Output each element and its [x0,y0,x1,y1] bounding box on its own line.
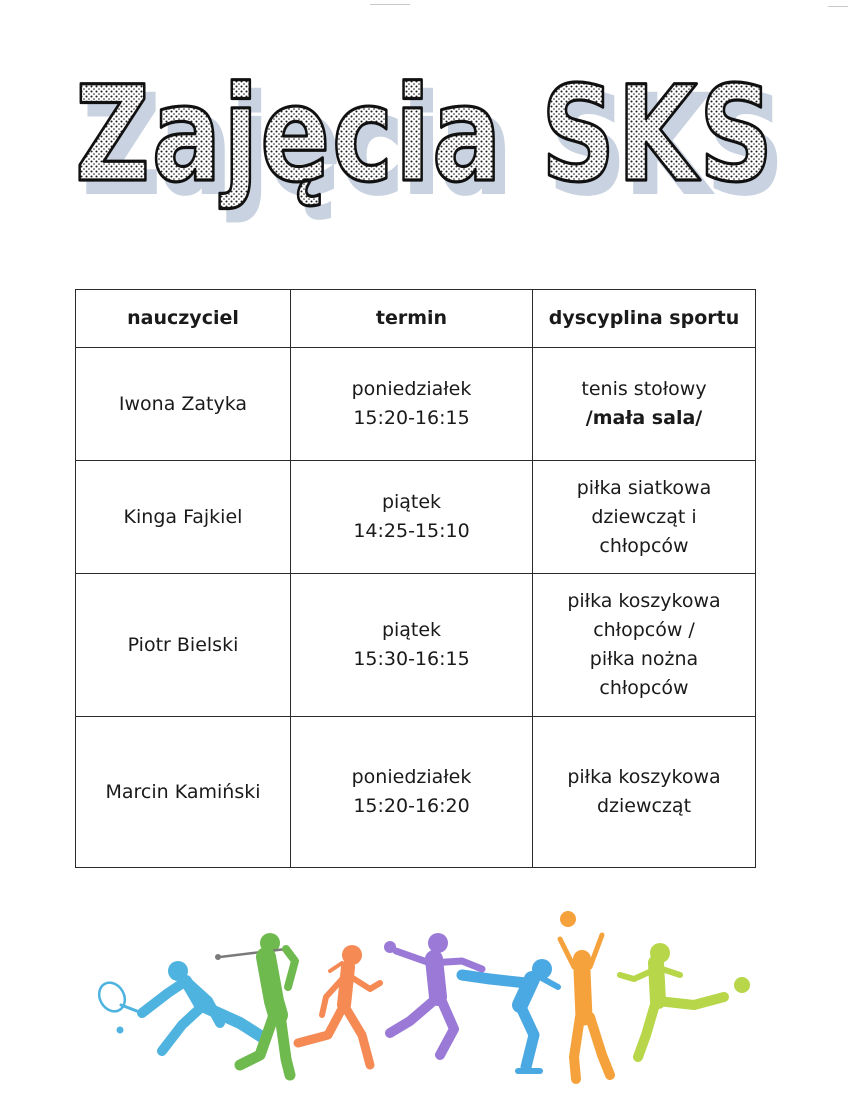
handball-player-figure [384,933,482,1055]
discipline-cell [533,348,756,461]
page-title [0,30,850,230]
term-time: 15:20-16:15 [353,407,470,429]
discipline-line: piłka siatkowa [576,476,712,499]
discipline-cell [533,461,756,574]
discipline-line: piłka koszykowa [567,590,721,612]
karate-kicker-figure [462,959,558,1071]
teacher-cell: Iwona Zatyka [76,348,291,461]
header-teacher: nauczyciel [76,290,291,348]
soccer-player-figure [620,943,750,1057]
discipline-line: dziewcząt i [591,505,697,528]
discipline-room-note: /mała sala/ [585,407,703,429]
discipline-line: piłka koszykowa [567,766,721,788]
term-time: 15:30-16:15 [353,648,470,670]
term-cell [291,461,533,574]
table-row [76,348,756,461]
volleyball-player-figure [560,911,610,1079]
runner-figure [298,945,380,1065]
table-row [76,717,756,868]
table-header-row [76,290,756,348]
header-discipline: dyscyplina sportu [533,290,756,348]
table-row [76,574,756,717]
term-cell [291,348,533,461]
term-cell [291,574,533,717]
discipline-line: chłopców [599,534,689,557]
discipline-line: chłopców [599,677,689,699]
term-day: poniedziałek [351,766,472,788]
scan-mark-right [828,6,848,7]
term-cell [291,717,533,868]
schedule-table [75,289,756,868]
discipline-line: tenis stołowy [581,378,707,400]
title-shadow: Zajęcia SKS [84,69,784,223]
discipline-line: piłka nożna [589,648,699,670]
tennis-player-figure [94,961,262,1051]
term-day: piątek [381,619,442,641]
athletes-illustration [90,905,770,1085]
teacher-cell: Kinga Fajkiel [76,461,291,574]
teacher-cell: Piotr Bielski [76,574,291,717]
golfer-figure [215,933,295,1075]
discipline-line: chłopców / [593,619,695,641]
term-day: piątek [381,491,442,513]
term-time: 14:25-15:10 [353,520,470,542]
discipline-line: dziewcząt [596,795,692,817]
scan-mark-left [370,4,410,5]
header-term: termin [291,290,533,348]
teacher-cell: Marcin Kamiński [76,717,291,868]
term-day: poniedziałek [351,378,472,400]
discipline-cell [533,574,756,717]
discipline-cell [533,717,756,868]
term-time: 15:20-16:20 [353,795,470,817]
title-text: Zajęcia SKS [75,58,775,212]
table-row [76,461,756,574]
